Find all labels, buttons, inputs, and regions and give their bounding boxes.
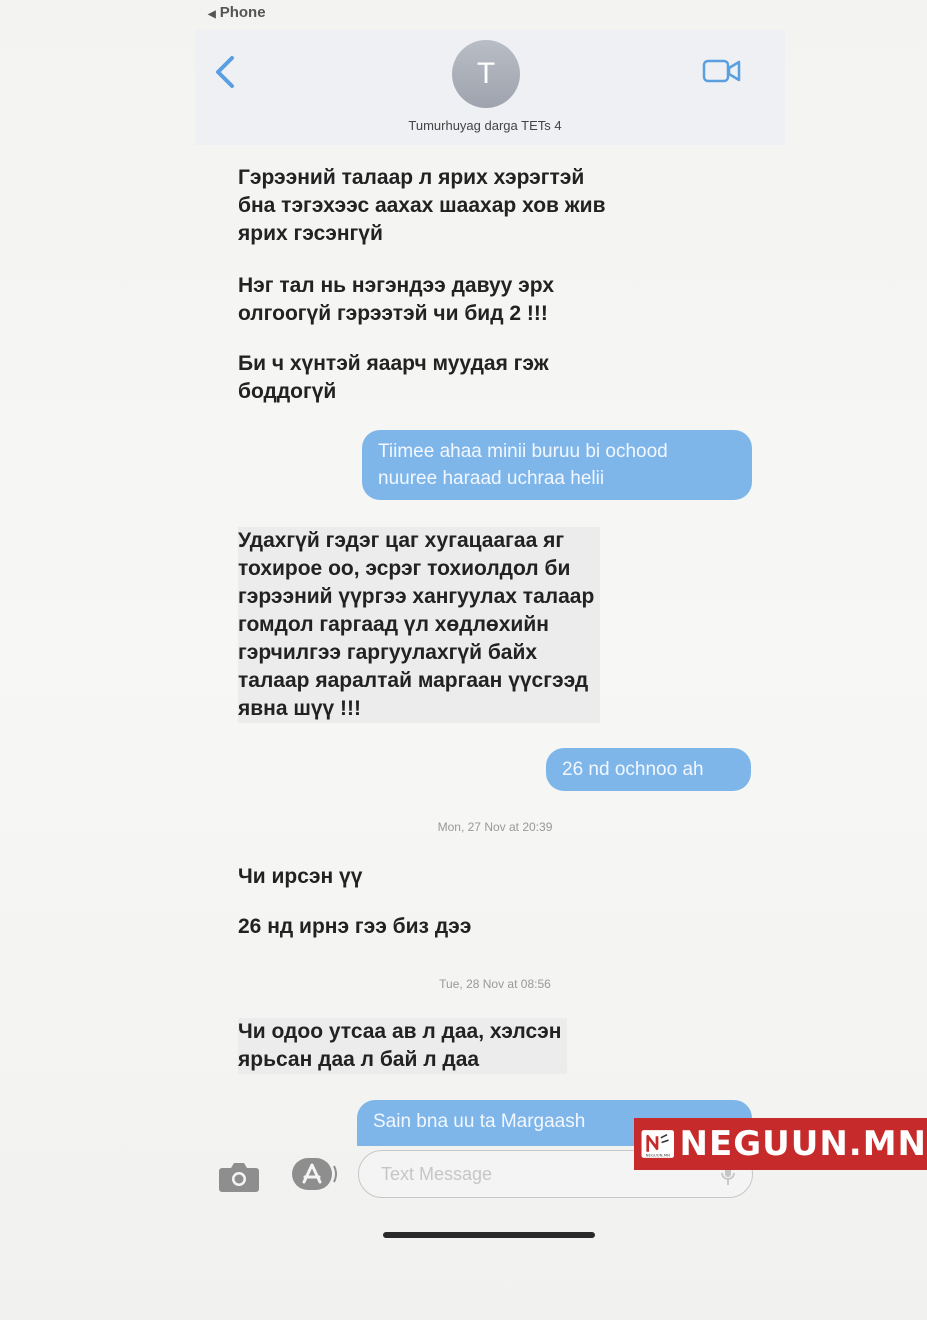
message-line: бна тэгэхээс аахах шаахар хов жив (238, 194, 606, 217)
message-line: гэрээний үүргээ хангуулах талаар (238, 585, 595, 608)
message-input-placeholder: Text Message (381, 1164, 493, 1184)
video-camera-icon[interactable] (702, 57, 742, 85)
message-line: боддогүй (238, 380, 337, 403)
message-line: 26 nd ochnoo ah (562, 759, 704, 780)
message-incoming (238, 863, 368, 891)
back-to-app-link[interactable]: ◀ Phone (208, 4, 266, 21)
home-indicator[interactable] (383, 1232, 595, 1238)
watermark-logo-text: NEGUUN.MN (645, 1152, 670, 1158)
message-line: Нэг тал нь нэгэндээ давуу эрх (238, 274, 554, 297)
message-incoming (238, 164, 612, 248)
message-line: гэрчилгээ гаргуулахгүй байх (238, 641, 538, 664)
watermark-text: NEGUUN.MN (679, 1124, 927, 1164)
message-incoming (238, 913, 477, 941)
chevron-left-icon[interactable] (210, 52, 240, 92)
message-line: талаар яаралтай маргаан үүсгээд (238, 669, 589, 692)
message-line: Удахгүй гэдэг цаг хугацаагаа яг (238, 529, 565, 552)
timestamp: Mon, 27 Nov at 20:39 (437, 820, 553, 834)
timestamp: Tue, 28 Nov at 08:56 (439, 977, 551, 991)
message-line: ярих гэсэнгүй (238, 222, 383, 245)
message-line: Би ч хүнтэй яаарч муудая гэж (238, 352, 549, 375)
message-line: Гэрээний талаар л ярих хэрэгтэй (238, 166, 585, 189)
message-line: Чи ирсэн үү (238, 865, 363, 888)
message-line: гомдол гаргаад үл хөдлөхийн (238, 613, 549, 636)
message-incoming (238, 350, 555, 406)
contact-name[interactable]: Tumurhuyag darga TETs 4 (408, 118, 562, 133)
message-incoming (238, 272, 560, 328)
message-outgoing (546, 748, 751, 791)
watermark-banner (634, 1118, 927, 1170)
message-line: 26 нд ирнэ гээ биз дээ (238, 915, 472, 938)
avatar[interactable]: T (452, 40, 520, 108)
camera-icon[interactable] (218, 1158, 260, 1194)
message-line: олгоогүй гэрээтэй чи бид 2 !!! (238, 302, 548, 325)
message-line: nuuree haraad uchraa helii (378, 468, 605, 489)
message-line: Tiimee ahaa minii buruu bi ochood (378, 441, 668, 462)
message-line: ярьсан даа л бай л даа (238, 1048, 480, 1071)
back-app-label: Phone (219, 4, 266, 21)
app-store-icon[interactable] (290, 1156, 338, 1192)
message-outgoing (362, 430, 752, 500)
message-incoming (238, 1018, 567, 1074)
message-line: тохирое оо, эсрэг тохиолдол би (238, 557, 571, 580)
message-line: явна шүү !!! (238, 697, 362, 720)
message-line: Чи одоо утсаа ав л даа, хэлсэн (238, 1020, 562, 1043)
message-line: Sain bna uu ta Margaash (373, 1111, 586, 1132)
neguun-logo-icon (640, 1124, 676, 1164)
message-incoming (238, 527, 600, 723)
